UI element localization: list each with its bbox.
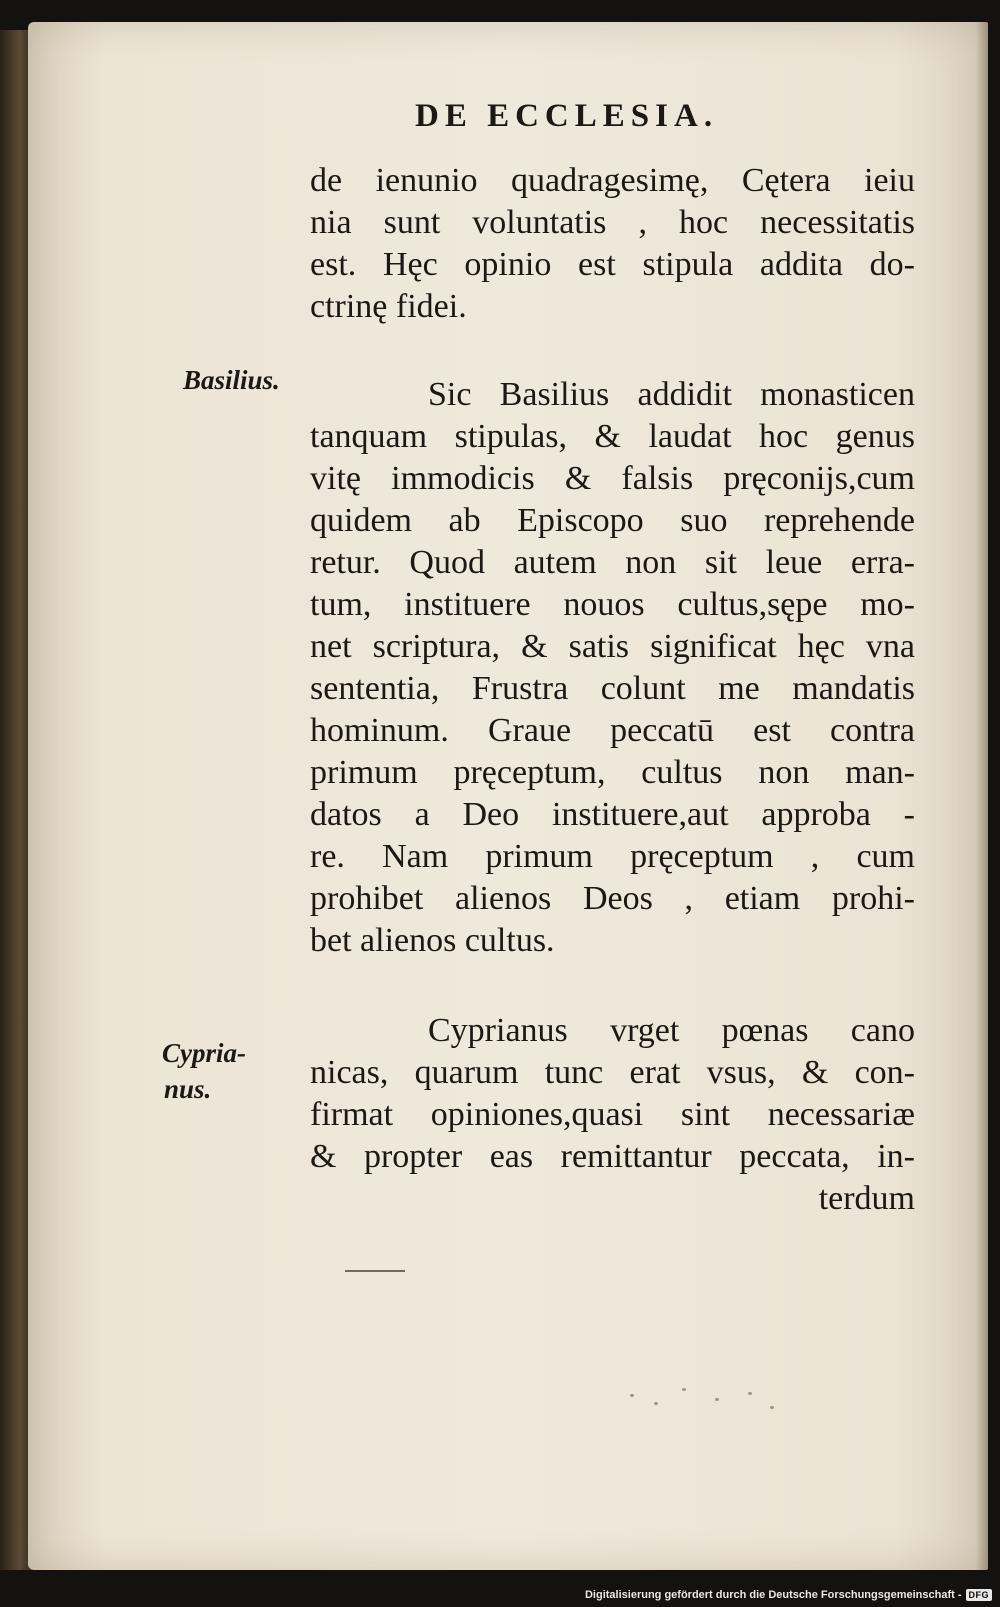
text-line: nia sunt voluntatis , hoc necessitatis <box>310 204 915 241</box>
text-line: sententia, Frustra colunt me mandatis <box>310 670 915 707</box>
paragraph-2 <box>310 374 915 962</box>
margin-note-cyprianus <box>162 1035 246 1107</box>
speck <box>770 1406 774 1409</box>
text-line: hominum. Graue peccatū est contra <box>310 712 915 749</box>
speck <box>748 1392 752 1395</box>
catchword: terdum <box>818 1180 915 1217</box>
text-line: re. Nam primum pręceptum , cum <box>310 838 915 875</box>
text-line: datos a Deo instituere,aut approba - <box>310 796 915 833</box>
text-line: & propter eas remittantur peccata, in- <box>310 1138 915 1175</box>
text-line: bet alienos cultus. <box>310 922 555 959</box>
footer-credit: Digitalisierung gefördert durch die Deutsche Forschungsgemeinschaft - <box>584 1589 962 1601</box>
text-line: de ienunio quadragesimę, Cętera ieiu <box>310 162 915 199</box>
page-edge-shadow <box>976 22 988 1570</box>
text-line: Cyprianus vrget pœnas cano <box>428 1012 915 1049</box>
speck <box>682 1388 686 1391</box>
text-line: vitę immodicis & falsis pręconijs,cum <box>310 460 915 497</box>
text-line: est. Hęc opinio est stipula addita do- <box>310 246 915 283</box>
dfg-logo-icon: DFG <box>966 1589 993 1601</box>
margin-note-basilius: Basilius. <box>183 365 280 395</box>
digitization-footer <box>585 1589 992 1601</box>
text-line: prohibet alienos Deos , etiam prohi- <box>310 880 915 917</box>
speck <box>715 1398 719 1401</box>
paragraph-1 <box>310 160 915 328</box>
text-line: firmat opiniones,quasi sint necessariæ <box>310 1096 915 1133</box>
text-line: net scriptura, & satis significat hęc vna <box>310 628 915 665</box>
margin-note-line: nus. <box>164 1074 212 1104</box>
printed-rule <box>345 1270 405 1272</box>
speck <box>630 1394 634 1397</box>
text-line: tum, instituere nouos cultus,sępe mo- <box>310 586 915 623</box>
text-line: retur. Quod autem non sit leue erra- <box>310 544 915 581</box>
paragraph-3 <box>310 1010 915 1220</box>
text-line: primum pręceptum, cultus non man- <box>310 754 915 791</box>
running-head: DE ECCLESIA. <box>415 98 719 134</box>
text-line: quidem ab Episcopo suo reprehende <box>310 502 915 539</box>
text-line: nicas, quarum tunc erat vsus, & con- <box>310 1054 915 1091</box>
margin-note-line: Cypria- <box>162 1038 246 1068</box>
paper-specks <box>620 1380 820 1430</box>
text-line: Sic Basilius addidit monasticen <box>428 376 915 413</box>
speck <box>654 1402 658 1405</box>
text-line: tanquam stipulas, & laudat hoc genus <box>310 418 915 455</box>
text-line: ctrinę fidei. <box>310 288 467 325</box>
